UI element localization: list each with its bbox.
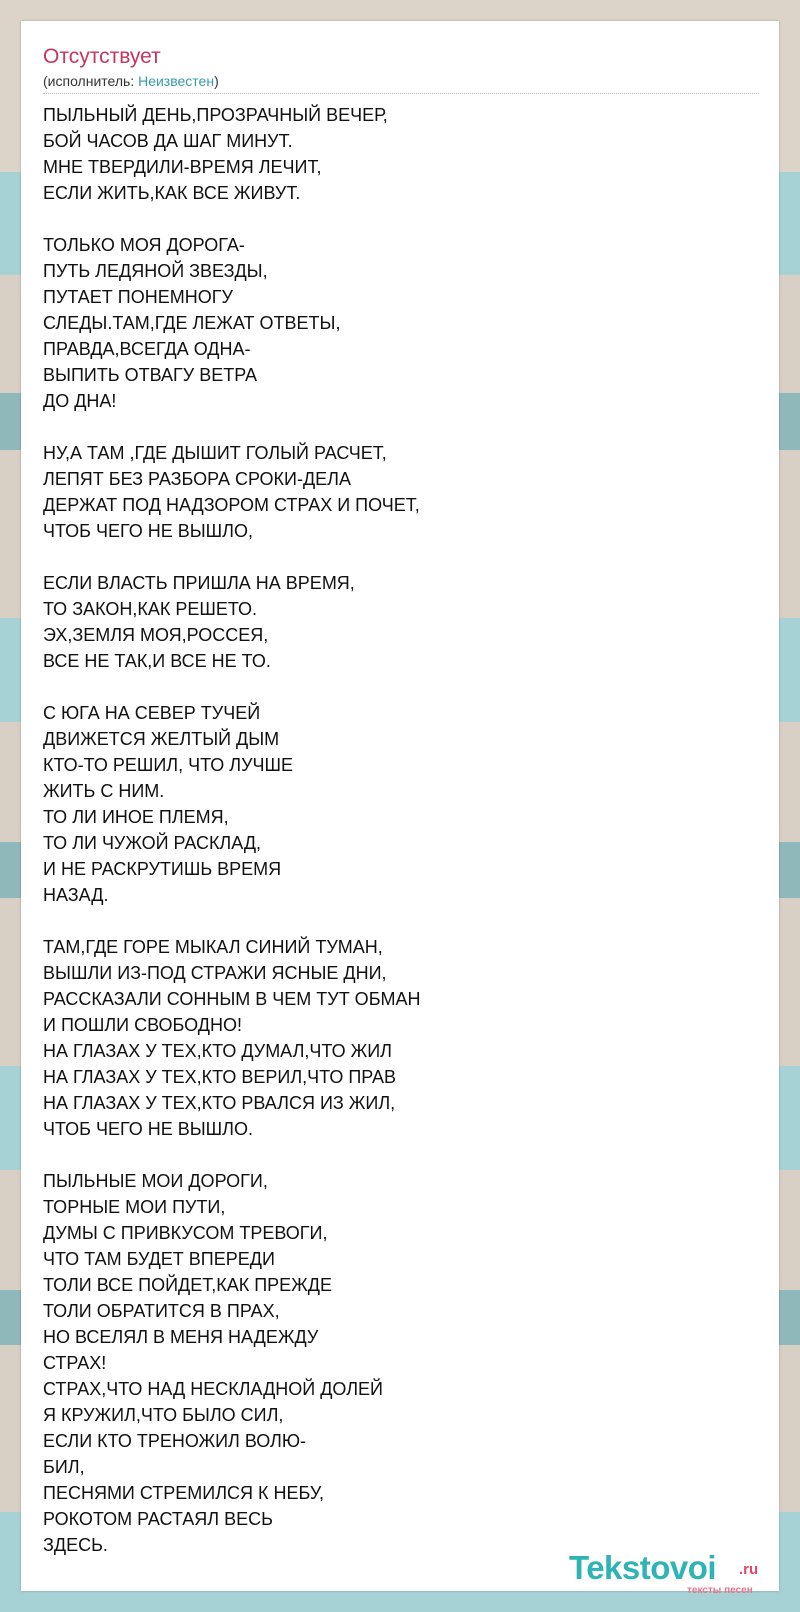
header-divider [43,93,759,94]
performer-line [43,73,219,89]
performer-suffix: ) [214,73,219,89]
site-logo[interactable] [569,1549,774,1596]
logo-tld: .ru [739,1561,759,1578]
lyrics-text: ПЫЛЬНЫЙ ДЕНЬ,ПРОЗРАЧНЫЙ ВЕЧЕР, БОЙ ЧАСОВ ДА ШАГ МИНУТ. МНЕ ТВЕРДИЛИ-ВРЕМЯ ЛЕЧИТ, ЕСЛИ ЖИТЬ,КАК ВСЕ ЖИВУТ. ТОЛЬКО МОЯ ДОРОГА- ПУТЬ ЛЕДЯНОЙ ЗВЕЗДЫ, ПУТАЕТ ПОНЕМНОГУ СЛЕДЫ.ТАМ,ГДЕ ЛЕЖАТ ОТВЕТЫ, ПРАВДА,ВСЕГДА ОДНА- ВЫПИТЬ ОТВАГУ ВЕТРА ДО ДНА! НУ,А ТАМ ,ГДЕ ДЫШИТ ГОЛЫЙ РАСЧЕТ, ЛЕПЯТ БЕЗ РАЗБОРА СРОКИ-ДЕЛА ДЕРЖАТ ПОД НАДЗОРОМ СТРАХ И ПОЧЕТ, ЧТОБ ЧЕГО НЕ ВЫШЛО, ЕСЛИ ВЛАСТЬ ПРИШЛА НА ВРЕМЯ, ТО ЗАКОН,КАК РЕШЕТО. ЭХ,ЗЕМЛЯ МОЯ,РОССЕЯ, ВСЕ НЕ ТАК,И ВСЕ НЕ ТО. С ЮГА НА СЕВЕР ТУЧЕЙ ДВИЖЕТСЯ ЖЕЛТЫЙ ДЫМ КТО-ТО РЕШИЛ, ЧТО ЛУЧШЕ ЖИТЬ С НИМ. ТО ЛИ ИНОЕ ПЛЕМЯ, ТО ЛИ ЧУЖОЙ РАСКЛАД, И НЕ РАСКРУТИШЬ ВРЕМЯ НАЗАД. ТАМ,ГДЕ ГОРЕ МЫКАЛ СИНИЙ ТУМАН, ВЫШЛИ ИЗ-ПОД СТРАЖИ ЯСНЫЕ ДНИ, РАССКАЗАЛИ СОННЫМ В ЧЕМ ТУТ ОБМАН И ПОШЛИ СВОБОДНО! НА ГЛАЗАХ У ТЕХ,КТО ДУМАЛ,ЧТО ЖИЛ НА ГЛАЗАХ У ТЕХ,КТО ВЕРИЛ,ЧТО ПРАВ НА ГЛАЗАХ У ТЕХ,КТО РВАЛСЯ ИЗ ЖИЛ, ЧТОБ ЧЕГО НЕ ВЫШЛО. ПЫЛЬНЫЕ МОИ ДОРОГИ, ТОРНЫЕ МОИ ПУТИ, ДУМЫ С ПРИВКУСОМ ТРЕВОГИ, ЧТО ТАМ БУДЕТ ВПЕРЕДИ ТОЛИ ВСЕ ПОЙДЕТ,КАК ПРЕЖДЕ ТОЛИ ОБРАТИТСЯ В ПРАХ, НО ВСЕЛЯЛ В МЕНЯ НАДЕЖДУ СТРАХ! СТРАХ,ЧТО НАД НЕСКЛАДНОЙ ДОЛЕЙ Я КРУЖИЛ,ЧТО БЫЛО СИЛ, ЕСЛИ КТО ТРЕНОЖИЛ ВОЛЮ- БИЛ, ПЕСНЯМИ СТРЕМИЛСЯ К НЕБУ, РОКОТОМ РАСТАЯЛ ВЕСЬ ЗДЕСЬ. [43,105,421,1555]
lyrics-card [21,21,779,1596]
logo-tagline: тексты песен [687,1585,753,1596]
logo-name: Tekstovoi [569,1549,717,1586]
performer-link[interactable]: Неизвестен [138,73,215,89]
performer-prefix: (исполнитель: [43,73,139,89]
song-title: Отсутствует [43,45,161,68]
